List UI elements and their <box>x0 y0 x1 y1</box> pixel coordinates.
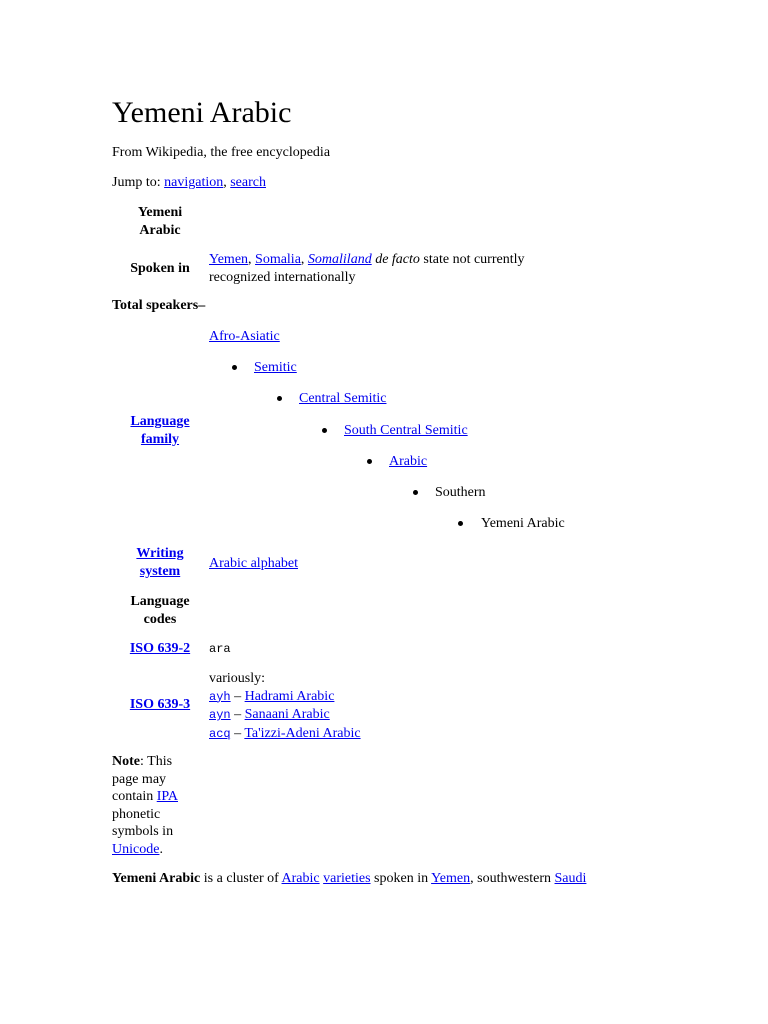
list-bullet <box>277 396 282 401</box>
page-title: Yemeni Arabic <box>112 96 292 129</box>
list-bullet <box>458 521 463 526</box>
writing-system-label[interactable] <box>112 545 208 581</box>
dash: – <box>230 688 245 704</box>
infobox-header <box>112 204 208 240</box>
iso-code-row <box>209 706 361 725</box>
navigation-link[interactable]: navigation <box>164 175 224 190</box>
family-tree-item-southern: Southern <box>435 485 486 500</box>
iso-code-link[interactable]: ayh <box>209 689 231 704</box>
unicode-link[interactable]: Unicode <box>112 841 160 857</box>
iso-639-2-value: ara <box>209 642 231 656</box>
jump-to-bar <box>112 175 266 191</box>
language-codes-line1: Language <box>130 594 190 609</box>
total-speakers-label: Total speakers <box>112 298 199 313</box>
language-family-link-line2[interactable]: family <box>140 432 180 447</box>
family-tree-item[interactable] <box>344 422 468 440</box>
language-codes-line2: codes <box>143 612 177 627</box>
jump-separator: , <box>223 175 231 190</box>
ipa-note <box>112 753 202 858</box>
iso-639-3-intro: variously: <box>209 671 265 686</box>
note-text: : This <box>140 754 173 769</box>
comma: , <box>300 252 308 267</box>
family-tree-item[interactable] <box>389 453 427 471</box>
intro-bold-title: Yemeni Arabic <box>112 871 201 886</box>
family-south-central-semitic-link[interactable]: South Central Semitic <box>344 423 468 438</box>
iso-639-3-label[interactable] <box>112 696 208 714</box>
spoken-in-value <box>209 251 589 287</box>
family-tree-item[interactable] <box>254 359 297 377</box>
yemen-link[interactable]: Yemen <box>209 252 249 267</box>
dash: – <box>230 707 245 722</box>
note-text: symbols in <box>112 824 174 839</box>
list-bullet <box>367 459 372 464</box>
comma: , <box>248 252 256 267</box>
iso-639-3-link[interactable]: ISO 639-3 <box>129 697 191 712</box>
dash: – <box>230 725 245 741</box>
intro-text: is a cluster of <box>200 871 282 886</box>
intro-text: , southwestern <box>470 871 555 886</box>
list-bullet <box>232 365 237 370</box>
infobox-header-line1: Yemeni <box>137 205 183 220</box>
iso-code-link[interactable]: acq <box>209 726 231 741</box>
jump-to-label: Jump to: <box>112 175 165 190</box>
family-arabic-link[interactable]: Arabic <box>389 454 428 469</box>
spoken-in-label: Spoken in <box>130 261 190 276</box>
total-speakers-row <box>112 298 205 314</box>
iso-639-2-label[interactable] <box>112 640 208 658</box>
spoken-in-rest-line2: recognized internationally <box>209 270 356 285</box>
language-family-label[interactable] <box>112 413 208 449</box>
intro-text: spoken in <box>370 871 432 886</box>
iso-code-row <box>209 725 361 744</box>
family-tree-item-yemeni-arabic: Yemeni Arabic <box>481 516 565 531</box>
yemen-link[interactable]: Yemen <box>431 871 471 886</box>
taizzi-adeni-arabic-link[interactable]: Ta'izzi-Adeni Arabic <box>244 725 361 741</box>
language-family-link-line1[interactable]: Language <box>130 414 190 429</box>
note-text: contain <box>112 789 157 804</box>
list-bullet <box>413 490 418 495</box>
writing-system-link-line2[interactable]: system <box>139 564 181 579</box>
language-codes-header <box>112 593 208 629</box>
list-bullet <box>322 428 327 433</box>
iso-639-2-link[interactable]: ISO 639-2 <box>129 641 191 656</box>
arabic-link[interactable]: Arabic <box>281 871 320 886</box>
iso-code-row <box>209 688 361 707</box>
family-semitic-link[interactable]: Semitic <box>254 360 297 375</box>
iso-639-3-value <box>209 670 361 743</box>
note-label: Note <box>112 754 140 769</box>
note-text: phonetic <box>112 806 161 822</box>
somaliland-link[interactable]: Somaliland <box>307 252 372 267</box>
varieties-link[interactable]: varieties <box>323 871 371 886</box>
sanaani-arabic-link[interactable]: Sanaani Arabic <box>244 707 330 722</box>
infobox-header-line2: Arabic <box>139 223 181 238</box>
de-facto-text: de facto <box>375 252 420 267</box>
family-tree-item[interactable] <box>209 328 280 346</box>
writing-system-link-line1[interactable]: Writing <box>136 546 184 561</box>
somalia-link[interactable]: Somalia <box>255 252 301 267</box>
total-speakers-value: – <box>198 298 206 313</box>
iso-code-link[interactable]: ayn <box>209 708 231 722</box>
writing-system-value[interactable] <box>209 555 298 573</box>
site-subtitle: From Wikipedia, the free encyclopedia <box>112 145 331 160</box>
family-afro-asiatic-link[interactable]: Afro-Asiatic <box>209 329 280 344</box>
intro-paragraph <box>112 870 586 888</box>
search-link[interactable]: search <box>230 175 266 190</box>
hadrami-arabic-link[interactable]: Hadrami Arabic <box>244 688 335 704</box>
family-central-semitic-link[interactable]: Central Semitic <box>299 391 387 406</box>
note-text: page may <box>112 771 167 787</box>
arabic-alphabet-link[interactable]: Arabic alphabet <box>209 556 299 571</box>
saudi-link[interactable]: Saudi <box>554 871 587 886</box>
family-tree-item[interactable] <box>299 390 386 408</box>
note-text: . <box>159 841 163 857</box>
ipa-link[interactable]: IPA <box>156 789 178 804</box>
spoken-in-rest: state not currently <box>419 252 525 267</box>
